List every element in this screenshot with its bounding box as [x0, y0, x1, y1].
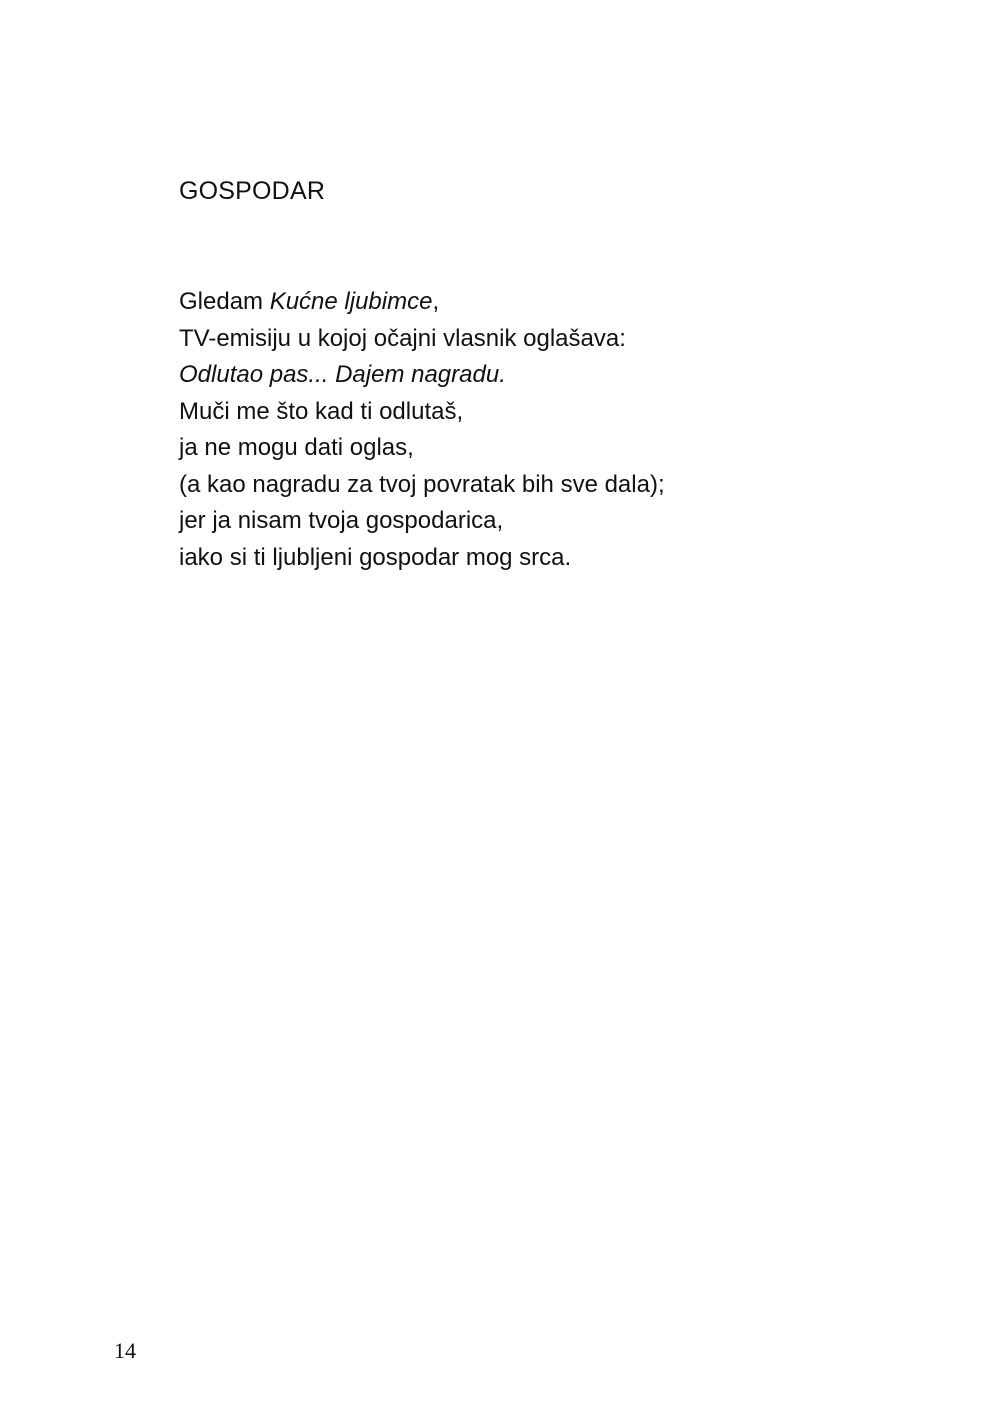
poem-line-8: iako si ti ljubljeni gospodar mog srca.	[179, 543, 572, 571]
poem-line-4: Muči me što kad ti odlutaš,	[179, 397, 464, 425]
poem-body	[179, 284, 665, 576]
poem-line-1	[179, 284, 665, 321]
poem-line-1-plain: Gledam	[179, 288, 270, 315]
page-number: 14	[114, 1338, 136, 1363]
poem-line-3-italic: Odlutao pas... Dajem nagradu.	[179, 361, 506, 388]
poem-line-1-punctuation: ,	[432, 288, 440, 315]
poem-line-5: ja ne mogu dati oglas,	[179, 434, 414, 461]
poem-title: GOSPODAR	[179, 177, 326, 205]
poem-line-6: (a kao nagradu za tvoj povratak bih sve dala);	[179, 470, 665, 498]
poem-line-1-italic-title: Kućne ljubimce	[269, 288, 433, 315]
poem-line-7: jer ja nisam tvoja gospodarica,	[179, 507, 504, 534]
poem-line-2: TV-emisiju u kojoj očajni vlasnik oglašava:	[179, 324, 626, 352]
poem-line-3	[179, 357, 665, 394]
